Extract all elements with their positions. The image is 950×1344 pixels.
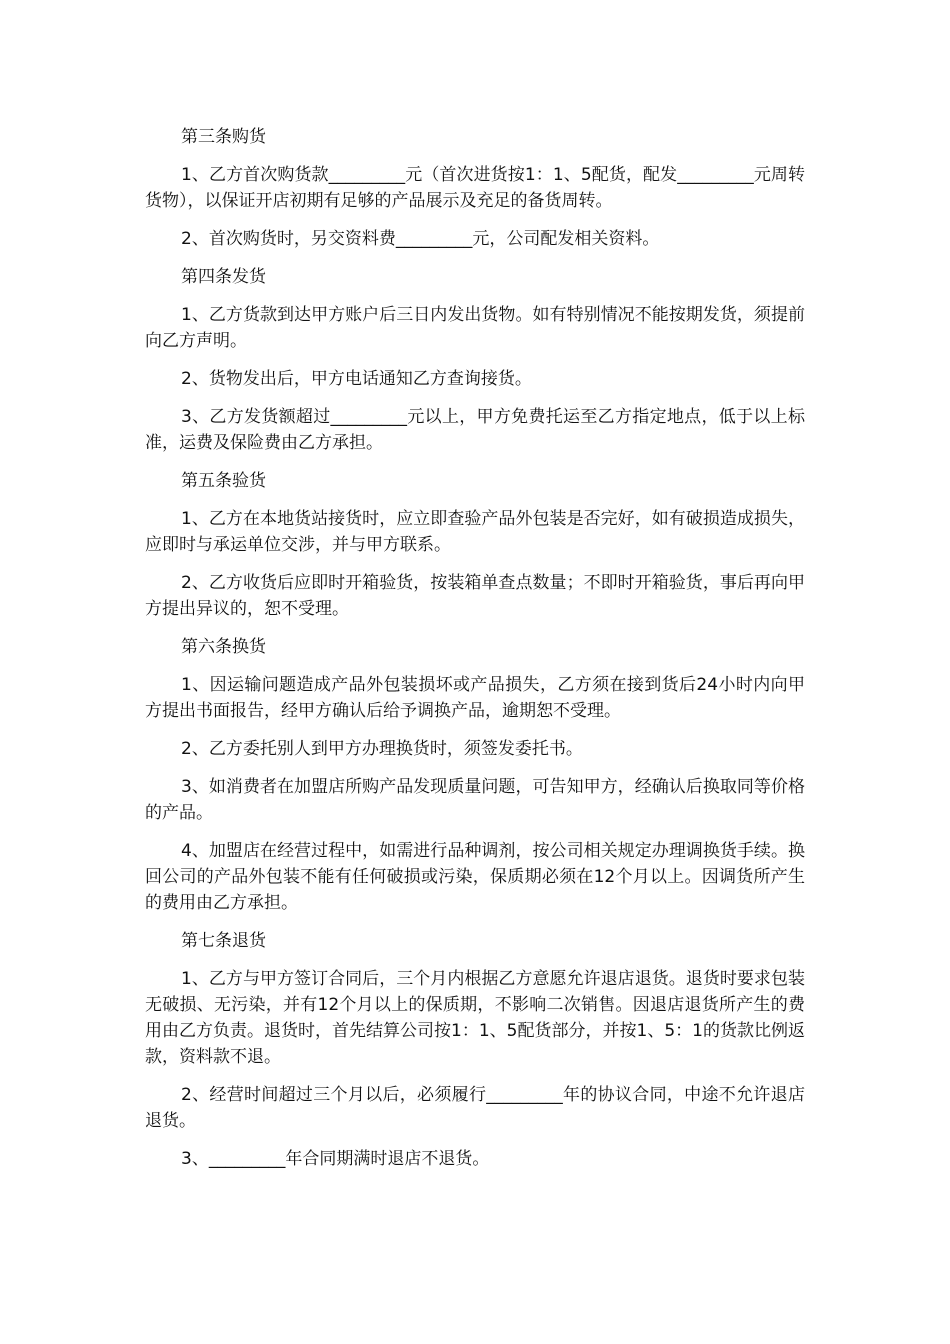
section-heading-3: 第三条购货 — [181, 127, 266, 147]
paragraph: 3、_________年合同期满时退店不退货。 — [181, 1149, 490, 1169]
paragraph: 2、乙方委托别人到甲方办理换货时，须签发委托书。 — [181, 739, 583, 759]
paragraph: 2、乙方收货后应即时开箱验货，按装箱单查点数量；不即时开箱验货，事后再向甲方提出异议的，恕不受理。 — [145, 573, 805, 619]
paragraph: 2、货物发出后，甲方电话通知乙方查询接货。 — [181, 369, 532, 389]
paragraph: 4、加盟店在经营过程中，如需进行品种调剂，按公司相关规定办理调换货手续。换回公司的产品外包装不能有任何破损或污染，保质期必须在12个月以上。因调货所产生的费用由乙方承担。 — [145, 841, 805, 913]
section-heading-4: 第四条发货 — [181, 267, 266, 287]
section-heading-5: 第五条验货 — [181, 471, 266, 491]
paragraph: 3、乙方发货额超过_________元以上，甲方免费托运至乙方指定地点，低于以上标准，运费及保险费由乙方承担。 — [145, 407, 805, 453]
section-heading-6: 第六条换货 — [181, 637, 266, 657]
document-body — [145, 124, 805, 1184]
paragraph: 1、因运输问题造成产品外包装损坏或产品损失，乙方须在接到货后24小时内向甲方提出书面报告，经甲方确认后给予调换产品，逾期恕不受理。 — [145, 675, 805, 721]
paragraph: 1、乙方在本地货站接货时，应立即查验产品外包装是否完好，如有破损造成损失，应即时与承运单位交涉，并与甲方联系。 — [145, 509, 805, 555]
paragraph: 1、乙方与甲方签订合同后，三个月内根据乙方意愿允许退店退货。退货时要求包装无破损、无污染，并有12个月以上的保质期，不影响二次销售。因退店退货所产生的费用由乙方负责。退货时，首先结算公司按1：1、5配货部分，并按1、5：1的货款比例返款，资料款不退。 — [145, 969, 805, 1067]
section-heading-7: 第七条退货 — [181, 931, 266, 951]
paragraph: 1、乙方货款到达甲方账户后三日内发出货物。如有特别情况不能按期发货，须提前向乙方声明。 — [145, 305, 805, 351]
paragraph: 1、乙方首次购货款_________元（首次进货按1：1、5配货，配发_________元周转货物），以保证开店初期有足够的产品展示及充足的备货周转。 — [145, 165, 805, 211]
paragraph: 2、经营时间超过三个月以后，必须履行_________年的协议合同，中途不允许退店退货。 — [145, 1085, 805, 1131]
paragraph: 3、如消费者在加盟店所购产品发现质量问题，可告知甲方，经确认后换取同等价格的产品。 — [145, 777, 805, 823]
paragraph: 2、首次购货时，另交资料费_________元，公司配发相关资料。 — [181, 229, 660, 249]
